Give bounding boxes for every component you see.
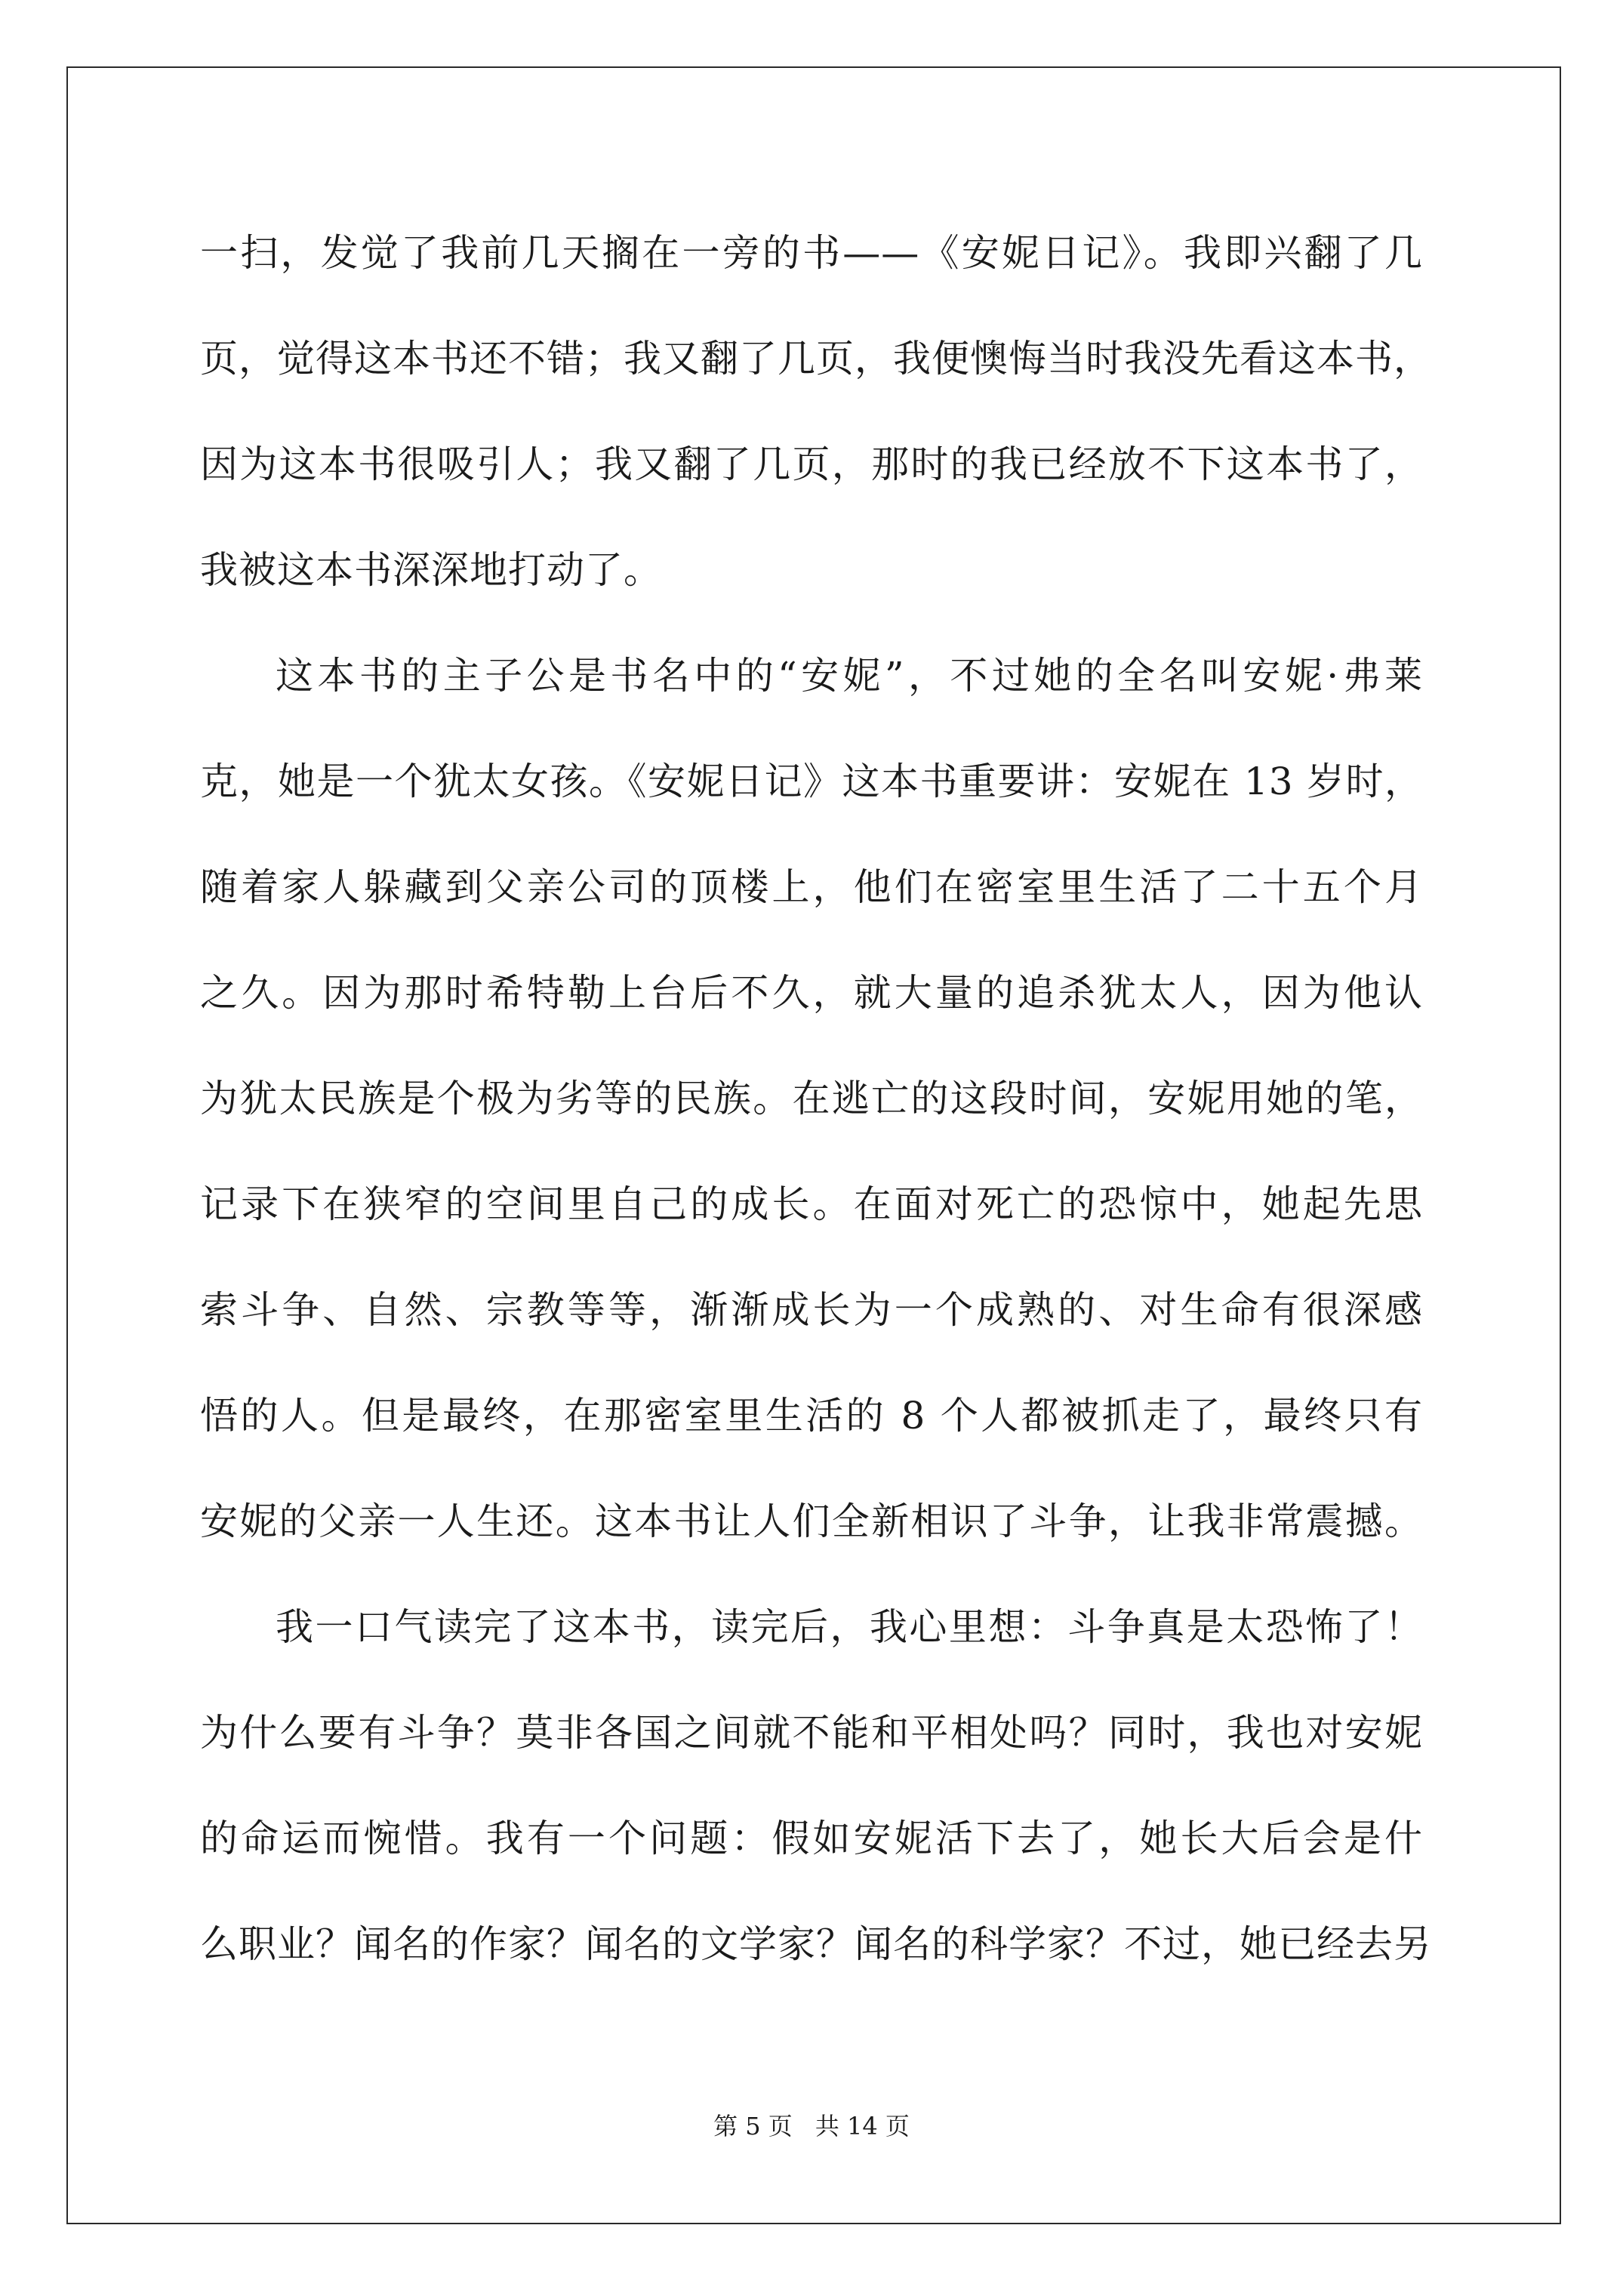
text-line: 我被这本书深深地打动了。 [200,548,662,592]
text-line: 因为这本书很吸引人；我又翻了几页，那时的我已经放不下这本书了， [200,442,1423,486]
document-body [200,215,1432,2012]
text-line: 之久。因为那时希特勒上台后不久，就大量的追杀犹太人，因为他认 [200,971,1423,1015]
text-line: 克，她是一个犹太女孩。《安妮日记》这本书重要讲：安妮在 13 岁时， [200,760,1423,803]
paragraph-1 [200,215,1432,638]
text-line: 安妮的父亲一人生还。这本书让人们全新相识了斗争，让我非常震撼。 [200,1499,1423,1543]
text-line: 这本书的主子公是书名中的“安妮”，不过她的全名叫安妮·弗莱 [276,654,1423,698]
text-line: 页，觉得这本书还不错；我又翻了几页，我便懊悔当时我没先看这本书， [200,337,1432,381]
paragraph-2 [200,638,1423,1589]
text-line: 一扫，发觉了我前几天搁在一旁的书——《安妮日记》。我即兴翻了几 [200,231,1423,275]
text-line: 的命运而惋惜。我有一个问题：假如安妮活下去了，她长大后会是什 [200,1817,1423,1860]
page-total: 共 14 页 [815,2112,910,2140]
text-line: 么职业？闻名的作家？闻名的文学家？闻名的科学家？不过，她已经去另 [200,1922,1432,1966]
page-number: 第 5 页 [713,2112,793,2140]
page-footer [0,2111,1623,2141]
text-line: 索斗争、自然、宗教等等，渐渐成长为一个成熟的、对生命有很深感 [200,1288,1423,1332]
text-line: 记录下在狭窄的空间里自己的成长。在面对死亡的恐惊中，她起先思 [200,1182,1423,1226]
paragraph-3 [200,1589,1432,2012]
text-line: 为什么要有斗争？莫非各国之间就不能和平相处吗？同时，我也对安妮 [200,1711,1423,1755]
text-line: 我一口气读完了这本书，读完后，我心里想：斗争真是太恐怖了！ [276,1605,1423,1649]
text-line: 为犹太民族是个极为劣等的民族。在逃亡的这段时间，安妮用她的笔， [200,1077,1423,1120]
text-line: 悟的人。但是最终，在那密室里生活的 8 个人都被抓走了，最终只有 [200,1394,1423,1438]
text-line: 随着家人躲藏到父亲公司的顶楼上，他们在密室里生活了二十五个月 [200,865,1423,909]
